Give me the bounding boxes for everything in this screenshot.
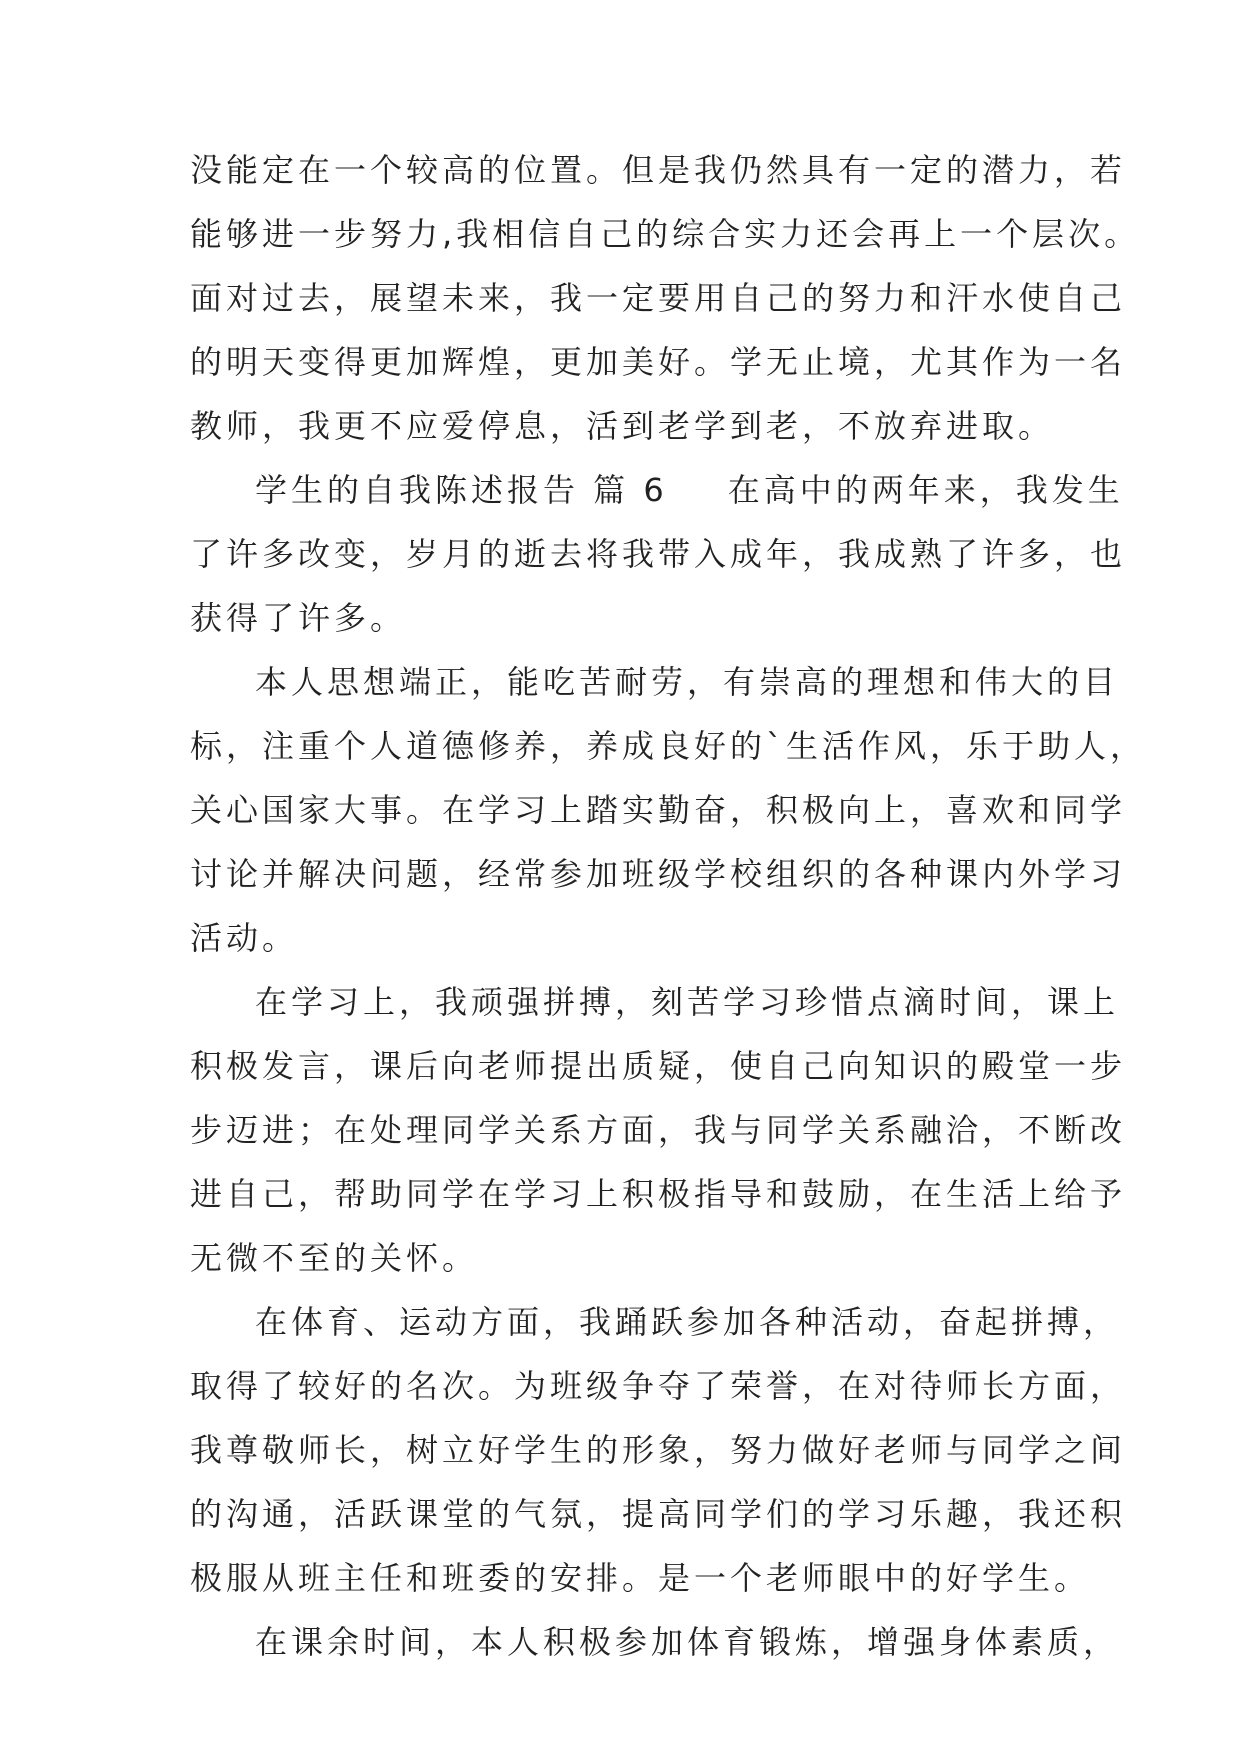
text-line: 活动。	[190, 919, 299, 957]
text-line: 进自己，帮助同学在学习上积极指导和鼓励，在生活上给予	[190, 1175, 1127, 1213]
text-line: 了许多改变，岁月的逝去将我带入成年，我成熟了许多，也	[190, 535, 1127, 573]
section-heading-continuation: 在高中的两年来，我发生	[727, 471, 1124, 509]
text-line: 能够进一步努力,我相信自己的综合实力还会再上一个层次。	[190, 215, 1141, 253]
text-line: 教师，我更不应爱停息，活到老学到老，不放弃进取。	[190, 407, 1055, 445]
paragraph-start: 在课余时间，本人积极参加体育锻炼，增强身体素质，	[255, 1623, 1120, 1661]
text-line: 面对过去，展望未来，我一定要用自己的努力和汗水使自己	[190, 279, 1127, 317]
text-line: 的沟通，活跃课堂的气氛，提高同学们的学习乐趣，我还积	[190, 1495, 1127, 1533]
text-line: 讨论并解决问题，经常参加班级学校组织的各种课内外学习	[190, 855, 1127, 893]
text-line: 无微不至的关怀。	[190, 1239, 479, 1277]
paragraph-start: 在体育、运动方面，我踊跃参加各种活动，奋起拼搏，	[255, 1303, 1120, 1341]
text-line: 积极发言，课后向老师提出质疑，使自己向知识的殿堂一步	[190, 1047, 1127, 1085]
text-line: 没能定在一个较高的位置。但是我仍然具有一定的潜力，若	[190, 151, 1127, 189]
section-heading-line	[255, 470, 1124, 510]
section-heading: 学生的自我陈述报告 篇 6	[255, 471, 668, 509]
text-line: 步迈进；在处理同学关系方面，我与同学关系融洽，不断改	[190, 1111, 1127, 1149]
text-line: 获得了许多。	[190, 599, 407, 637]
text-line: 我尊敬师长，树立好学生的形象，努力做好老师与同学之间	[190, 1431, 1127, 1469]
text-line: 极服从班主任和班委的安排。是一个老师眼中的好学生。	[190, 1559, 1091, 1597]
text-line: 关心国家大事。在学习上踏实勤奋，积极向上，喜欢和同学	[190, 791, 1127, 829]
text-line: 的明天变得更加辉煌，更加美好。学无止境，尤其作为一名	[190, 343, 1127, 381]
text-line: 标，注重个人道德修养，养成良好的`生活作风，乐于助人，	[190, 727, 1147, 765]
text-line: 取得了较好的名次。为班级争夺了荣誉，在对待师长方面，	[190, 1367, 1127, 1405]
paragraph-start: 在学习上，我顽强拼搏，刻苦学习珍惜点滴时间，课上	[255, 983, 1120, 1021]
paragraph-start: 本人思想端正，能吃苦耐劳，有崇高的理想和伟大的目	[255, 663, 1120, 701]
